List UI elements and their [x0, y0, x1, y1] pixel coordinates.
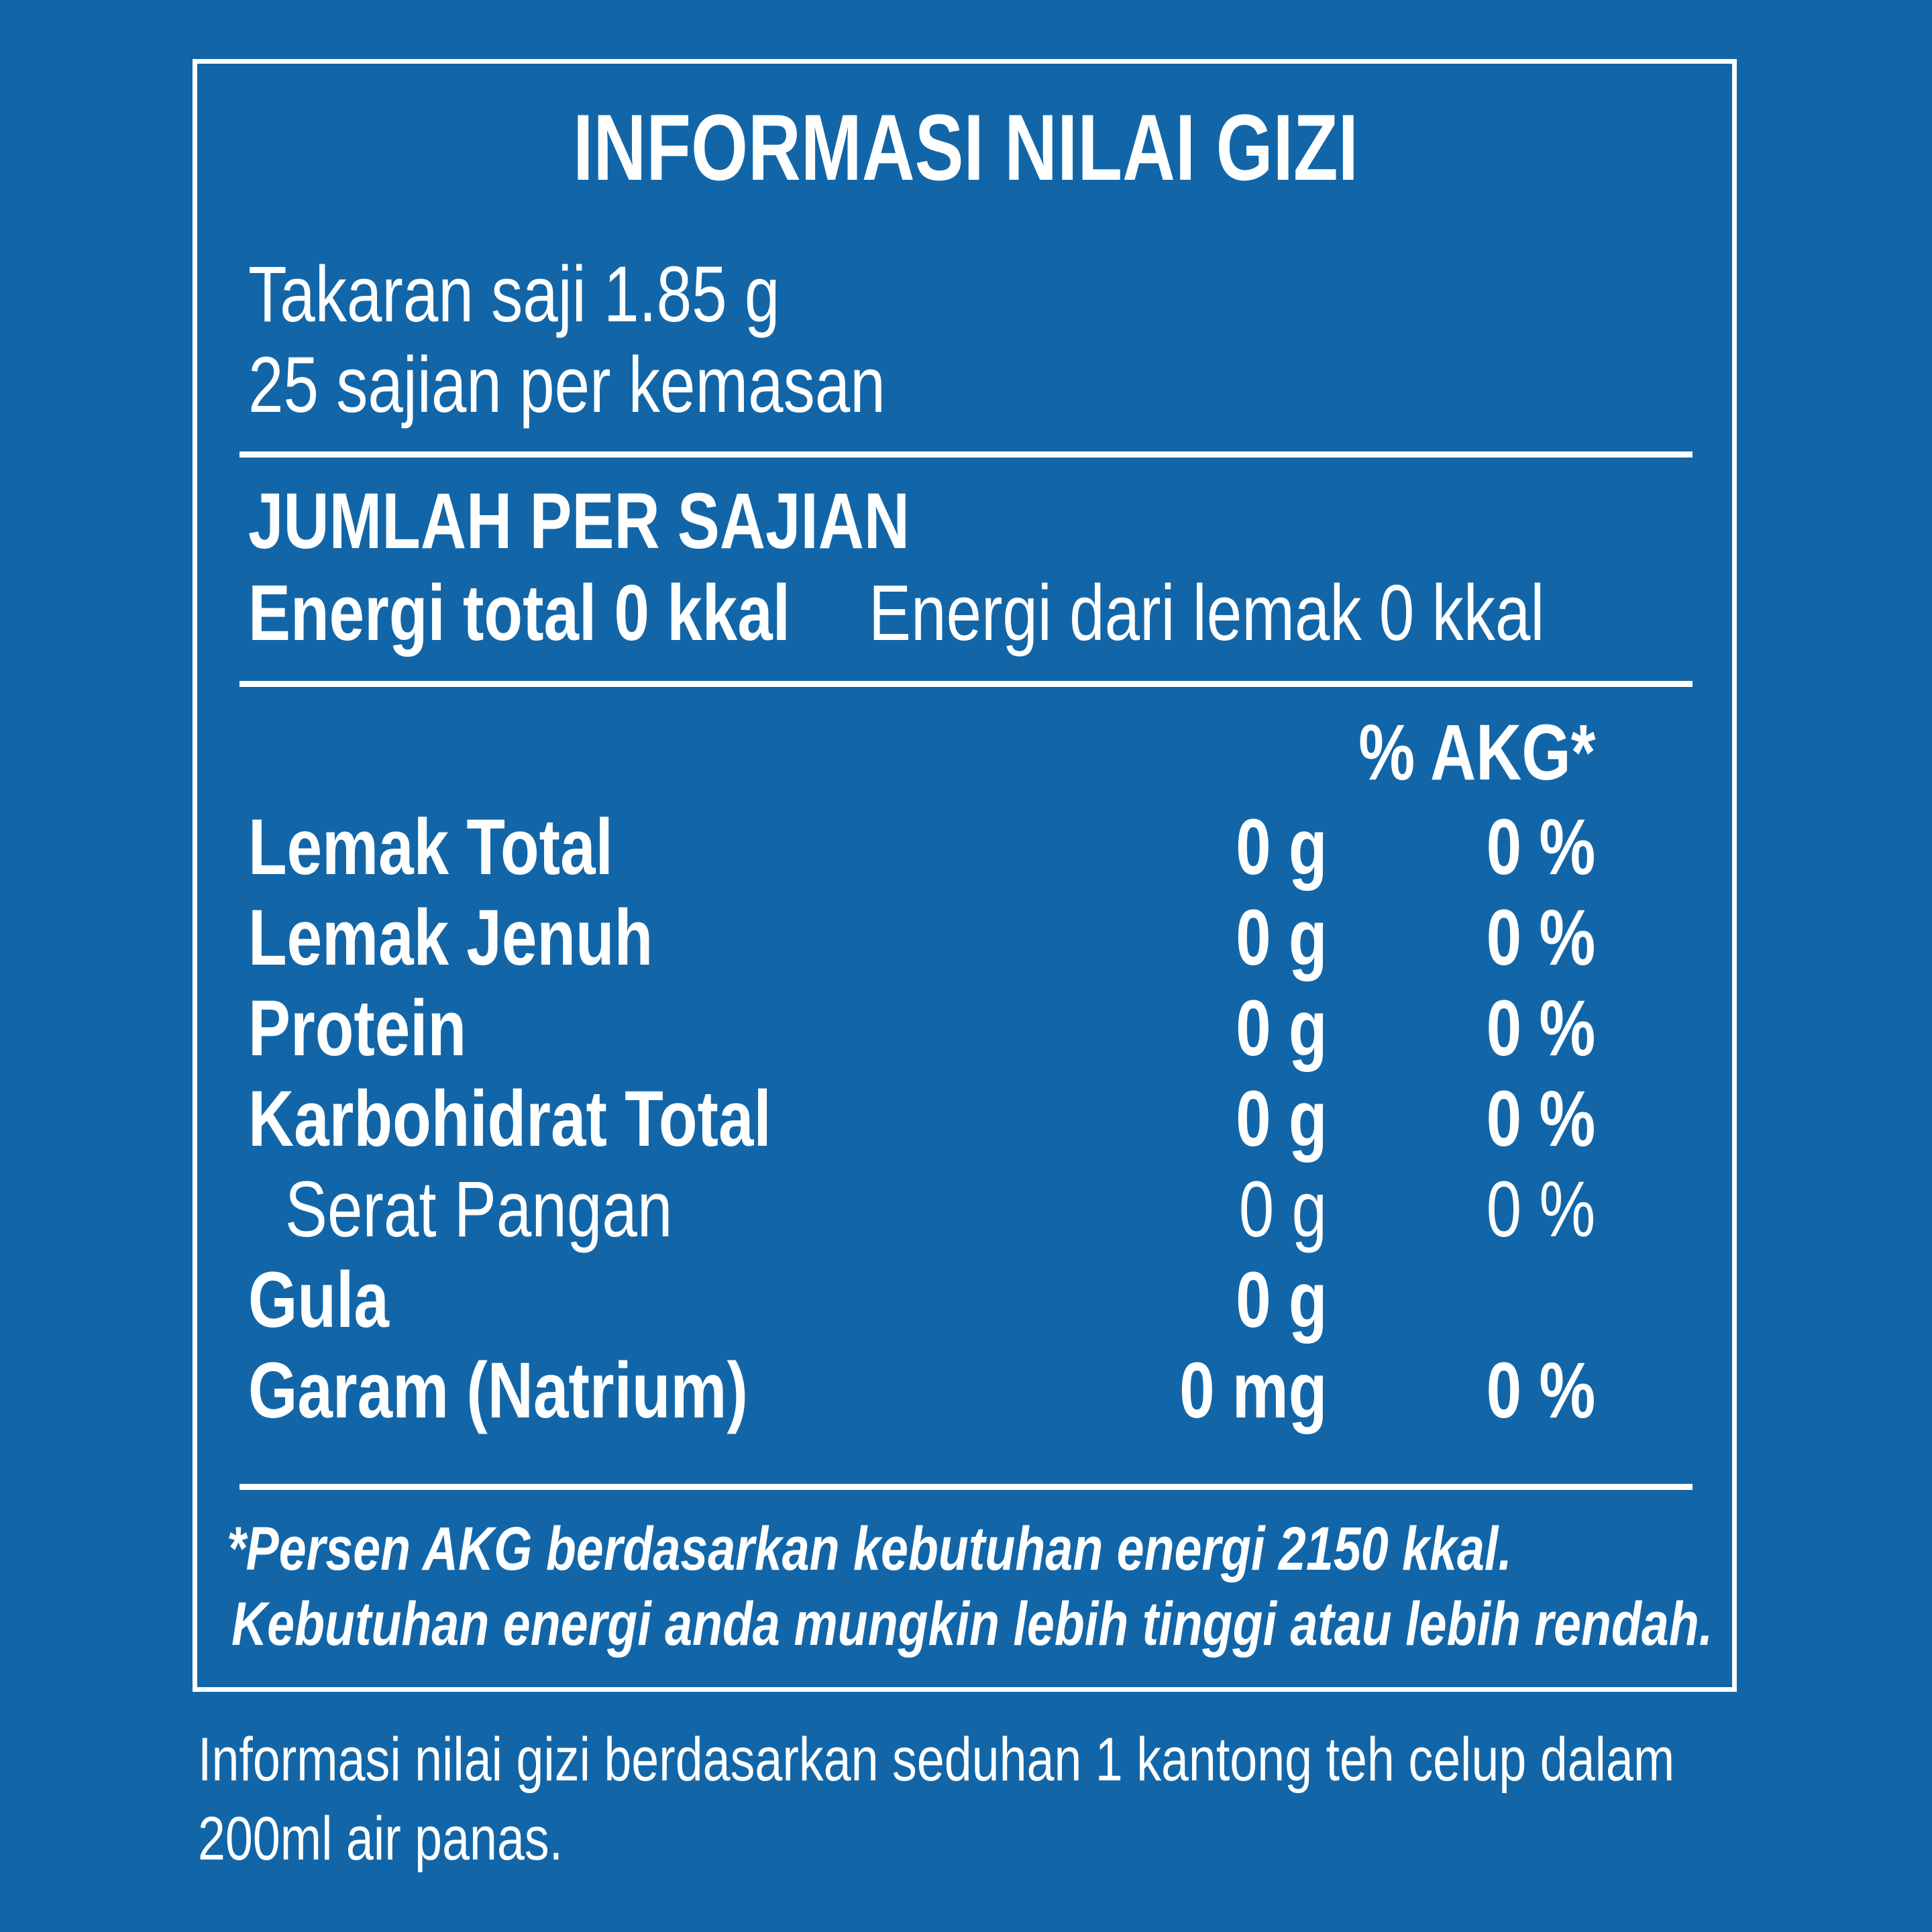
nutrient-amount: 0 g	[1235, 803, 1327, 892]
nutrient-akg: 0 %	[1486, 803, 1595, 892]
amount-per-serving-heading: JUMLAH PER SAJIAN	[248, 477, 910, 566]
nutrient-akg: 0 %	[1486, 1165, 1595, 1254]
nutrient-row	[0, 983, 1932, 1073]
nutrient-amount: 0 mg	[1179, 1346, 1327, 1435]
nutrient-name: Lemak Jenuh	[248, 894, 653, 982]
nutrient-amount: 0 g	[1235, 894, 1327, 982]
nutrient-amount: 0 g	[1235, 1075, 1327, 1163]
label-title: INFORMASI NILAI GIZI	[573, 95, 1359, 200]
akg-footnote-line-1: *Persen AKG berdasarkan kebutuhan energi 2150 kkal.	[227, 1515, 1512, 1583]
nutrient-name: Lemak Total	[248, 803, 613, 892]
divider-3	[239, 1484, 1693, 1490]
preparation-note-line-2: 200ml air panas.	[198, 1805, 564, 1873]
nutrient-row	[0, 802, 1932, 892]
nutrient-name: Serat Pangan	[285, 1165, 673, 1254]
nutrient-name: Garam (Natrium)	[248, 1346, 748, 1435]
nutrient-amount: 0 g	[1238, 1165, 1327, 1254]
nutrient-akg: 0 %	[1486, 1075, 1595, 1163]
nutrient-amount: 0 g	[1235, 984, 1327, 1073]
nutrient-akg: 0 %	[1486, 1346, 1595, 1435]
nutrient-name: Gula	[248, 1256, 389, 1344]
nutrient-row	[0, 1073, 1932, 1161]
preparation-note-line-1: Informasi nilai gizi berdasarkan seduhan 1 kantong teh celup dalam	[198, 1725, 1675, 1794]
nutrient-name: Karbohidrat Total	[248, 1075, 771, 1163]
energy-total: Energi total 0 kkal	[248, 569, 790, 657]
nutrient-row-sub	[0, 1164, 1932, 1254]
serving-size: Takaran saji 1.85 g	[248, 250, 780, 339]
divider-2	[239, 681, 1693, 687]
nutrient-akg: 0 %	[1486, 894, 1595, 982]
divider-1	[239, 451, 1693, 458]
nutrient-row	[0, 1345, 1932, 1435]
akg-footnote-line-2: Kebutuhan energi anda mungkin lebih tinggi atau lebih rendah.	[231, 1590, 1713, 1658]
nutrient-name: Protein	[248, 984, 467, 1073]
nutrient-row	[0, 892, 1932, 982]
servings-per-pack: 25 sajian per kemasan	[248, 341, 885, 429]
nutrient-akg: 0 %	[1486, 984, 1595, 1073]
energy-from-fat: Energi dari lemak 0 kkal	[869, 569, 1545, 657]
nutrient-row	[0, 1254, 1932, 1342]
nutrient-amount: 0 g	[1235, 1256, 1327, 1344]
akg-column-header: % AKG*	[1358, 708, 1595, 797]
